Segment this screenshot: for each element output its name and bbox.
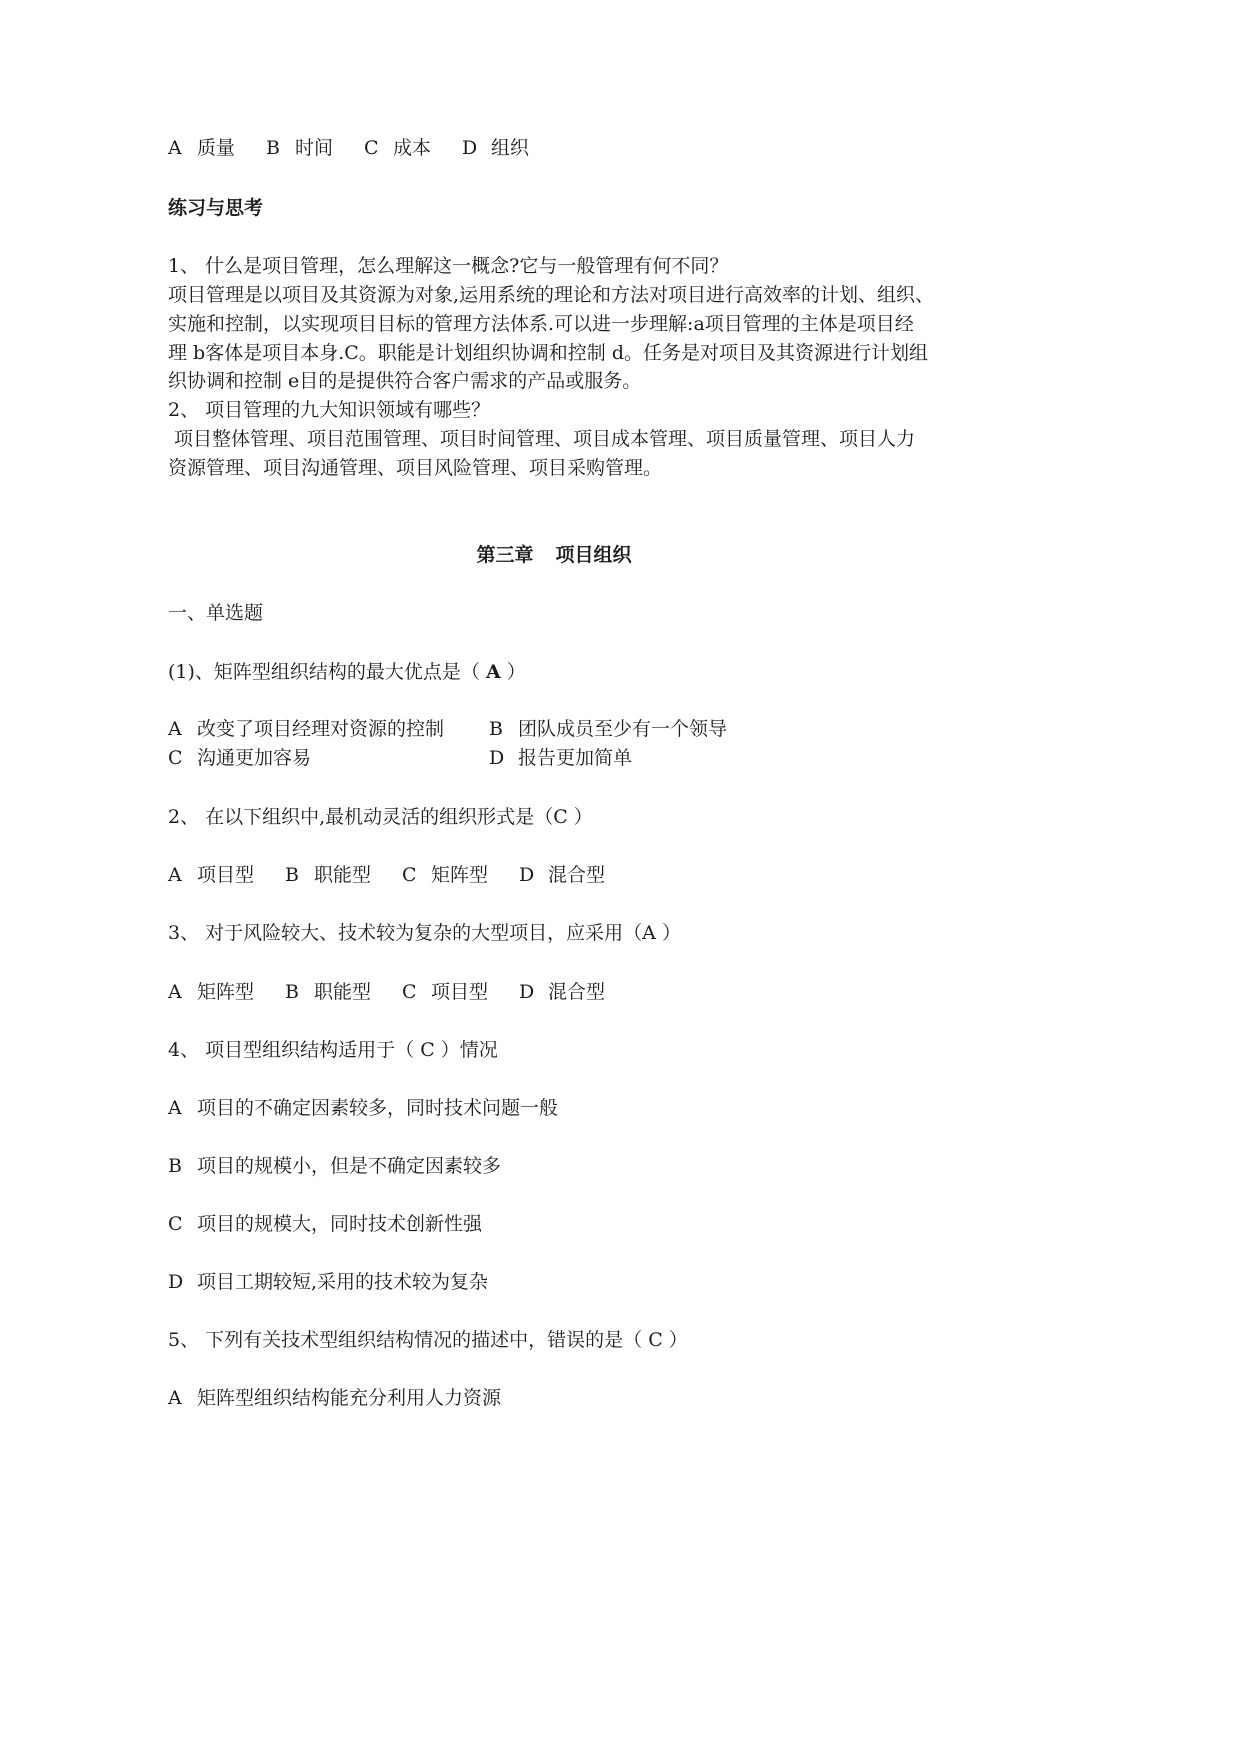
- option-d: [519, 861, 605, 889]
- question-number: 1、: [168, 255, 206, 277]
- option-d: [462, 134, 529, 162]
- question-stem: 在以下组织中,最机动灵活的组织形式是: [205, 806, 535, 828]
- exercise-heading-text: 练习与思考: [168, 197, 264, 219]
- option-text: 矩阵型: [197, 981, 255, 1003]
- option-b: [168, 1152, 501, 1180]
- answer-text: 织协调和控制 e目的是提供符合客户需求的产品或服务。: [168, 370, 642, 392]
- question-2: [168, 803, 593, 831]
- chapter-title: 项目组织: [555, 544, 632, 566]
- option-text: 项目的规模大，同时技术创新性强: [197, 1213, 483, 1235]
- option-text: 项目的不确定因素较多，同时技术问题一般: [197, 1097, 559, 1119]
- bracket-open: （: [395, 1039, 421, 1061]
- option-letter: D: [462, 137, 478, 159]
- option-letter: B: [285, 864, 299, 886]
- option-text: 项目型: [431, 981, 489, 1003]
- option-d: [489, 744, 810, 772]
- option-letter: B: [489, 718, 503, 740]
- question-answer: C: [420, 1039, 435, 1061]
- option-letter: A: [168, 137, 182, 159]
- option-letter: D: [489, 747, 505, 769]
- option-letter: C: [402, 864, 417, 886]
- bracket-open: （: [623, 1329, 649, 1351]
- chapter-number: 第三章: [476, 544, 534, 566]
- previous-question-options: [168, 134, 560, 162]
- answer-line: [168, 310, 914, 338]
- bracket-open: （: [534, 806, 554, 828]
- answer-line: [168, 367, 641, 395]
- answer-line: [168, 425, 915, 453]
- bracket-close: ）: [500, 661, 526, 683]
- option-c: [168, 744, 489, 772]
- option-text: 报告更加简单: [518, 747, 633, 769]
- option-letter: A: [168, 864, 182, 886]
- option-text: 矩阵型: [431, 864, 489, 886]
- option-text: 职能型: [314, 981, 372, 1003]
- section-heading-text: 一、单选题: [168, 602, 264, 624]
- option-b: [266, 134, 333, 162]
- option-text: 质量: [197, 137, 236, 159]
- question-number: 5、: [168, 1329, 206, 1351]
- question-2-options: [168, 861, 636, 889]
- option-a: [168, 861, 254, 889]
- option-a: [168, 715, 489, 743]
- option-letter: C: [168, 1213, 183, 1235]
- option-letter: B: [266, 137, 280, 159]
- option-text: 项目工期较短,采用的技术较为复杂: [197, 1271, 489, 1293]
- question-5: [168, 1326, 688, 1354]
- option-letter: C: [168, 747, 183, 769]
- option-text: 矩阵型组织结构能充分利用人力资源: [197, 1387, 502, 1409]
- option-letter: A: [168, 1097, 182, 1119]
- question-number: 2、: [168, 806, 206, 828]
- option-letter: C: [402, 981, 417, 1003]
- question-number: 2、: [168, 399, 206, 421]
- option-letter: B: [168, 1155, 182, 1177]
- question-answer: C: [553, 806, 568, 828]
- option-b: [285, 978, 371, 1006]
- option-letter: C: [364, 137, 379, 159]
- option-c: [402, 861, 488, 889]
- answer-text: 资源管理、项目沟通管理、项目风险管理、项目采购管理。: [168, 457, 663, 479]
- option-a: [168, 978, 254, 1006]
- answer-text: 项目整体管理、项目范围管理、项目时间管理、项目成本管理、项目质量管理、项目人力: [168, 428, 916, 450]
- answer-line: [168, 281, 934, 309]
- question-1: [168, 658, 526, 686]
- question-answer: C: [648, 1329, 663, 1351]
- answer-text: 理 b客体是项目本身.C。职能是计划组织协调和控制 d。任务是对项目及其资源进行计划组: [168, 342, 928, 364]
- option-a: [168, 1094, 558, 1122]
- question-1-options-row: [168, 744, 810, 772]
- chapter-heading: [168, 541, 940, 569]
- bracket-open: （: [623, 922, 643, 944]
- option-text: 混合型: [548, 981, 606, 1003]
- option-text: 混合型: [548, 864, 606, 886]
- option-c: [168, 1210, 482, 1238]
- bracket-close: ）: [662, 1329, 688, 1351]
- question-stem: 矩阵型组织结构的最大优点是: [213, 661, 461, 683]
- option-letter: A: [168, 981, 182, 1003]
- exercise-question-1: [168, 252, 728, 280]
- question-number: 4、: [168, 1039, 206, 1061]
- bracket-close: ）: [567, 806, 593, 828]
- option-letter: D: [168, 1271, 184, 1293]
- question-3-options: [168, 978, 636, 1006]
- exercise-question-2: [168, 396, 490, 424]
- question-answer: A: [485, 661, 501, 683]
- option-letter: A: [168, 718, 182, 740]
- option-b: [285, 861, 371, 889]
- answer-line: [168, 339, 928, 367]
- option-c: [364, 134, 431, 162]
- question-text: 什么是项目管理，怎么理解这一概念?它与一般管理有何不同？: [205, 255, 729, 277]
- question-number: 3、: [168, 922, 206, 944]
- option-text: 项目的规模小，但是不确定因素较多: [197, 1155, 502, 1177]
- option-a: [168, 1384, 501, 1412]
- bracket-open: （: [460, 661, 486, 683]
- option-letter: A: [168, 1387, 182, 1409]
- option-d: [168, 1268, 488, 1296]
- option-text: 时间: [295, 137, 334, 159]
- option-letter: D: [519, 864, 535, 886]
- question-stem: 对于风险较大、技术较为复杂的大型项目，应采用: [205, 922, 624, 944]
- question-3: [168, 919, 681, 947]
- question-answer: A: [642, 922, 656, 944]
- option-text: 职能型: [314, 864, 372, 886]
- section-heading: [168, 599, 263, 627]
- option-letter: B: [285, 981, 299, 1003]
- option-text: 成本: [393, 137, 432, 159]
- answer-text: 实施和控制，以实现项目目标的管理方法体系.可以进一步理解:a项目管理的主体是项目经: [168, 313, 914, 335]
- option-text: 团队成员至少有一个领导: [518, 718, 728, 740]
- question-text: 项目管理的九大知识领域有哪些？: [205, 399, 491, 421]
- question-stem: 下列有关技术型组织结构情况的描述中，错误的是: [205, 1329, 624, 1351]
- option-text: 沟通更加容易: [197, 747, 312, 769]
- question-number: (1)、: [168, 661, 214, 683]
- answer-line: [168, 454, 662, 482]
- option-text: 组织: [491, 137, 530, 159]
- answer-text: 项目管理是以项目及其资源为对象,运用系统的理论和方法对项目进行高效率的计划、组织、: [168, 284, 935, 306]
- option-c: [402, 978, 488, 1006]
- question-1-options-row: [168, 715, 810, 743]
- option-text: 项目型: [197, 864, 255, 886]
- option-text: 改变了项目经理对资源的控制: [197, 718, 445, 740]
- option-b: [489, 715, 810, 743]
- option-a: [168, 134, 235, 162]
- option-letter: D: [519, 981, 535, 1003]
- question-4: [168, 1036, 498, 1064]
- bracket-close: ）: [434, 1039, 460, 1061]
- option-d: [519, 978, 605, 1006]
- bracket-close: ）: [655, 922, 681, 944]
- exercise-heading: [168, 194, 263, 222]
- question-stem: 项目型组织结构适用于: [205, 1039, 396, 1061]
- question-suffix: 情况: [459, 1039, 498, 1061]
